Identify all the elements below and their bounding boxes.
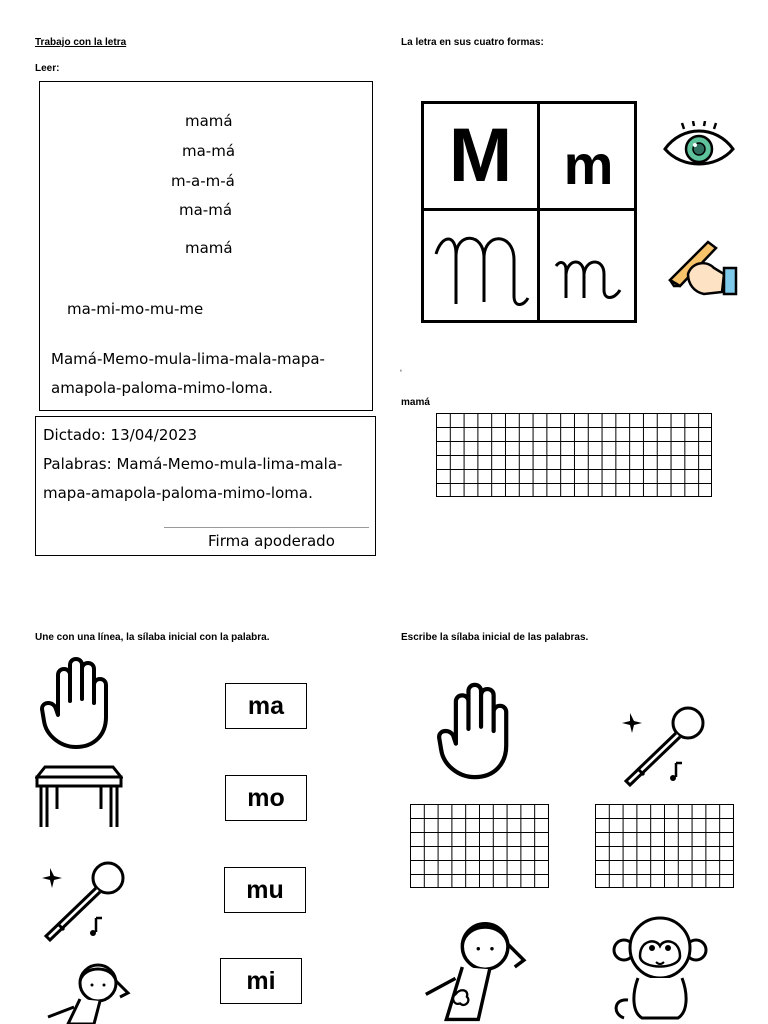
doll-icon (420, 910, 532, 1024)
syllable-box-mi[interactable]: mi (220, 958, 302, 1004)
match-instruction: Une con una línea, la sílaba inicial con la palabra. (35, 632, 270, 643)
hand-icon (437, 680, 523, 782)
practice-word-label: mamá (401, 397, 430, 408)
lowercase-cursive-letter (552, 254, 632, 309)
syllable-series: ma-mi-mo-mu-me (67, 300, 204, 318)
section-title-letter-work: Trabajo con la letra (35, 37, 127, 48)
hand-icon (40, 655, 122, 751)
reading-paragraph: Mamá-Memo-mula-lima-mala-mapa-amapola-paloma-mimo-loma. (51, 350, 325, 397)
writing-grid-microphone[interactable] (595, 804, 734, 888)
syllable-line: ma-má (182, 142, 236, 160)
syllable-line: m-a-m-á (171, 172, 235, 190)
stray-mark: ‘ (400, 368, 402, 378)
syllable-line: mamá (185, 112, 233, 130)
lowercase-print-letter: m (563, 133, 614, 196)
syllable-line: ma-má (179, 201, 233, 219)
hand-writing-icon (668, 234, 740, 300)
doll-icon (40, 955, 136, 1024)
writing-grid-hand[interactable] (410, 804, 549, 888)
syllable-line: mamá (185, 239, 233, 257)
syllable-box-mo[interactable]: mo (225, 775, 307, 821)
signature-label: Firma apoderado (208, 532, 335, 550)
dictation-box (35, 416, 376, 556)
uppercase-print-letter: M (448, 113, 513, 198)
section-title-four-forms: La letra en sus cuatro formas: (401, 37, 544, 48)
write-instruction: Escribe la sílaba inicial de las palabras. (401, 632, 589, 643)
writing-grid[interactable] (436, 413, 712, 497)
dictation-date: Dictado: 13/04/2023 (43, 426, 198, 444)
read-label: Leer: (35, 63, 60, 74)
eye-icon (662, 121, 736, 173)
microphone-icon (620, 703, 710, 787)
letter-forms-grid (421, 101, 637, 323)
monkey-icon (612, 914, 708, 1022)
syllable-box-ma[interactable]: ma (225, 683, 307, 729)
microphone-icon (40, 858, 130, 942)
reading-box (39, 81, 373, 411)
table-icon (35, 765, 123, 831)
dictation-words: Palabras: Mamá-Memo-mula-lima-mala-mapa-amapola-paloma-mimo-loma. (43, 455, 343, 502)
syllable-box-mu[interactable]: mu (224, 867, 306, 913)
uppercase-cursive-letter (432, 224, 532, 314)
